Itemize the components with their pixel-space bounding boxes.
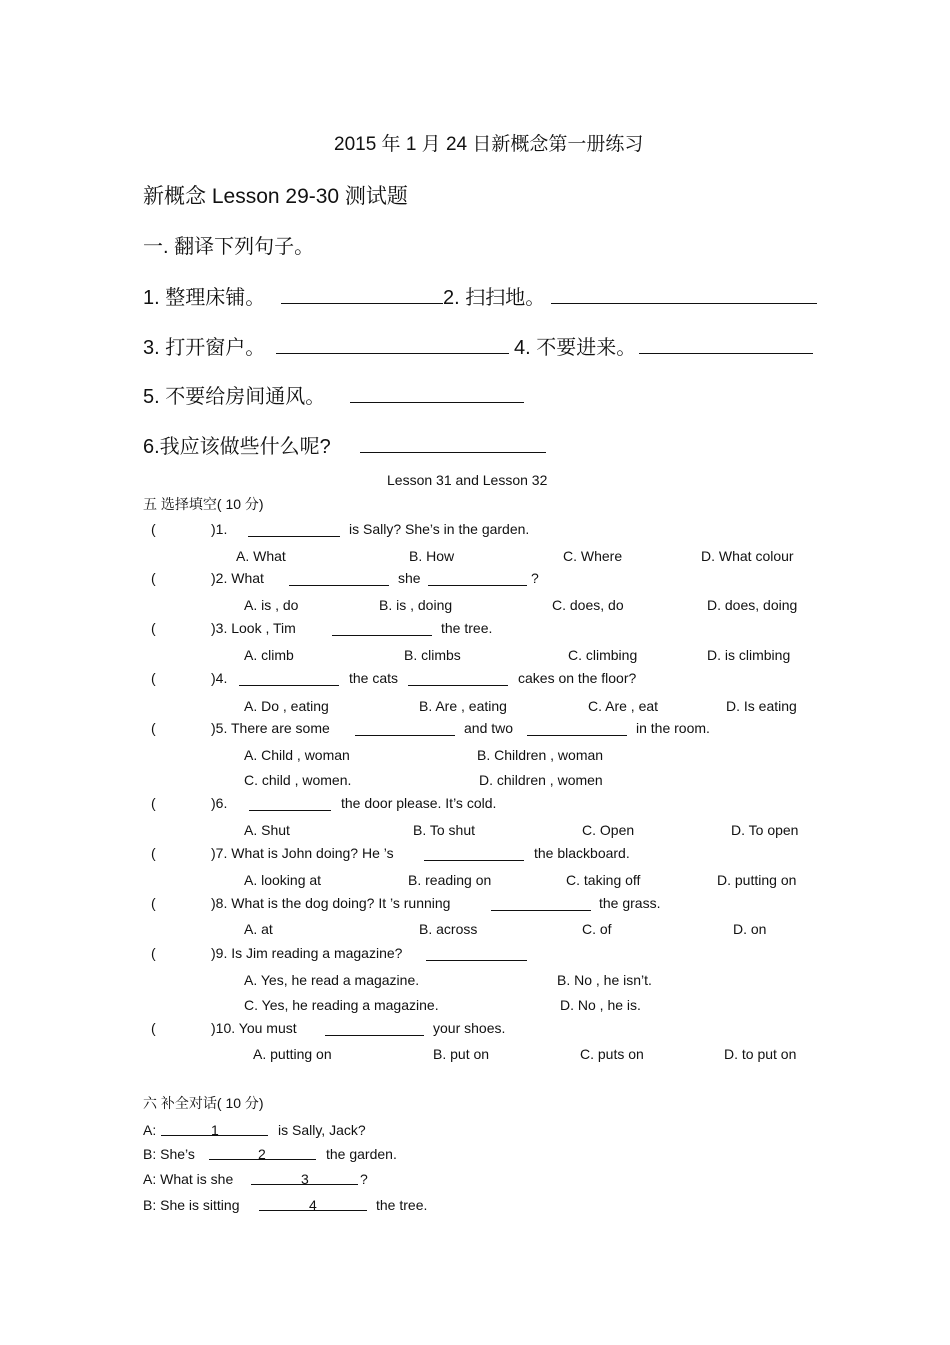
dialog-line-4-speaker: B: She is sitting — [143, 1197, 240, 1213]
mcq-6-answer-slot[interactable] — [186, 797, 210, 811]
mcq-2-answer-slot[interactable] — [186, 572, 210, 586]
mcq-1-stem: )1. — [211, 521, 228, 537]
mcq-8-option-b[interactable]: B. across — [419, 921, 478, 937]
mcq-4-blank-1[interactable] — [239, 685, 339, 686]
mcq-9-answer-slot[interactable] — [186, 947, 210, 961]
mcq-3-open-paren: ( — [151, 620, 156, 636]
mcq-1-blank-1[interactable] — [248, 536, 340, 537]
mcq-2-stem: )2. What — [211, 570, 264, 586]
mcq-8-open-paren: ( — [151, 895, 156, 911]
mcq-2-option-a[interactable]: A. is , do — [244, 597, 299, 613]
mcq-9-option-d[interactable]: D. No , he is. — [560, 997, 641, 1013]
s1-q2: 2. 扫扫地。 — [443, 287, 546, 309]
mcq-2-blank-2[interactable] — [428, 585, 527, 586]
mcq-8-stem: )8. What is the dog doing? It ’s running — [211, 895, 451, 911]
mcq-3-text: the tree. — [441, 620, 493, 636]
mcq-2-option-b[interactable]: B. is , doing — [379, 597, 453, 613]
mcq-6-option-c[interactable]: C. Open — [582, 822, 635, 838]
mcq-3-option-c[interactable]: C. climbing — [568, 647, 638, 663]
mcq-7-option-b[interactable]: B. reading on — [408, 872, 492, 888]
mcq-6-option-d[interactable]: D. To open — [731, 822, 799, 838]
s1-q6-blank[interactable] — [360, 452, 546, 453]
mcq-5-stem: )5. There are some — [211, 720, 330, 736]
mcq-7-open-paren: ( — [151, 845, 156, 861]
s1-q3-blank[interactable] — [276, 353, 509, 354]
section6-heading: 六 补全对话( 10 分) — [143, 1095, 264, 1111]
mcq-8-option-c[interactable]: C. of — [582, 921, 612, 937]
mcq-9-option-b[interactable]: B. No , he isn’t. — [557, 972, 652, 988]
mcq-9-stem: )9. Is Jim reading a magazine? — [211, 945, 403, 961]
mcq-4-text: the cats — [349, 670, 399, 686]
mcq-7-option-c[interactable]: C. taking off — [566, 872, 641, 888]
mcq-1-option-b[interactable]: B. How — [409, 548, 455, 564]
s1-q5: 5. 不要给房间通风。 — [143, 386, 326, 408]
mcq-4-option-a[interactable]: A. Do , eating — [244, 698, 329, 714]
mcq-7-option-a[interactable]: A. looking at — [244, 872, 322, 888]
mcq-5-text: and two — [464, 720, 514, 736]
dialog-line-1-num: 1 — [211, 1122, 219, 1138]
mcq-8-option-d[interactable]: D. on — [733, 921, 767, 937]
mcq-7-answer-slot[interactable] — [186, 847, 210, 861]
mcq-3-answer-slot[interactable] — [186, 622, 210, 636]
mcq-9-open-paren: ( — [151, 945, 156, 961]
s1-q1: 1. 整理床铺。 — [143, 287, 266, 309]
mcq-2-open-paren: ( — [151, 570, 156, 586]
mcq-6-option-b[interactable]: B. To shut — [413, 822, 476, 838]
mcq-3-blank-1[interactable] — [332, 635, 432, 636]
mcq-10-option-b[interactable]: B. put on — [433, 1046, 490, 1062]
mcq-5-option-b[interactable]: B. Children , woman — [477, 747, 604, 763]
mcq-10-option-d[interactable]: D. to put on — [724, 1046, 797, 1062]
mcq-5-blank-1[interactable] — [355, 735, 455, 736]
mcq-6-stem: )6. — [211, 795, 228, 811]
mcq-1-option-a[interactable]: A. What — [236, 548, 286, 564]
mcq-9-option-a[interactable]: A. Yes, he read a magazine. — [244, 972, 420, 988]
mcq-8-option-a[interactable]: A. at — [244, 921, 273, 937]
mcq-5-option-c[interactable]: C. child , women. — [244, 772, 352, 788]
mcq-4-answer-slot[interactable] — [186, 672, 210, 686]
dialog-line-3-text: ? — [360, 1171, 368, 1187]
mcq-10-text: your shoes. — [433, 1020, 506, 1036]
dialog-line-2-speaker: B: She’s — [143, 1146, 195, 1162]
dialog-line-2-text: the garden. — [326, 1146, 397, 1162]
mcq-5-blank-2[interactable] — [527, 735, 627, 736]
s1-q2-blank[interactable] — [551, 303, 817, 304]
s1-q5-blank[interactable] — [350, 402, 524, 403]
mcq-4-open-paren: ( — [151, 670, 156, 686]
dialog-line-1-text: is Sally, Jack? — [278, 1122, 366, 1138]
lesson-header: Lesson 31 and Lesson 32 — [387, 472, 548, 488]
mcq-4-option-c[interactable]: C. Are , eat — [588, 698, 659, 714]
mcq-6-option-a[interactable]: A. Shut — [244, 822, 290, 838]
mcq-10-option-a[interactable]: A. putting on — [253, 1046, 332, 1062]
mcq-3-option-b[interactable]: B. climbs — [404, 647, 461, 663]
mcq-10-blank-1[interactable] — [325, 1035, 424, 1036]
page-title: 2015 年 1 月 24 日新概念第一册练习 — [334, 134, 644, 155]
mcq-4-option-d[interactable]: D. Is eating — [726, 698, 797, 714]
mcq-2-text-after: ? — [531, 570, 539, 586]
mcq-1-answer-slot[interactable] — [186, 523, 210, 537]
mcq-4-option-b[interactable]: B. Are , eating — [419, 698, 507, 714]
mcq-10-stem: )10. You must — [211, 1020, 297, 1036]
mcq-2-blank-1[interactable] — [289, 585, 389, 586]
mcq-1-option-c[interactable]: C. Where — [563, 548, 623, 564]
s1-q1-blank[interactable] — [281, 303, 443, 304]
mcq-10-open-paren: ( — [151, 1020, 156, 1036]
mcq-4-blank-2[interactable] — [408, 685, 508, 686]
mcq-8-answer-slot[interactable] — [186, 897, 210, 911]
mcq-6-text: the door please. It’s cold. — [341, 795, 497, 811]
mcq-7-stem: )7. What is John doing? He ’s — [211, 845, 394, 861]
dialog-line-4-num: 4 — [309, 1197, 317, 1213]
mcq-2-option-c[interactable]: C. does, do — [552, 597, 624, 613]
mcq-10-option-c[interactable]: C. puts on — [580, 1046, 644, 1062]
dialog-line-1-speaker: A: — [143, 1122, 157, 1138]
mcq-4-stem: )4. — [211, 670, 228, 686]
mcq-10-answer-slot[interactable] — [186, 1022, 210, 1036]
mcq-1-open-paren: ( — [151, 521, 156, 537]
mcq-1-text: is Sally? She’s in the garden. — [349, 521, 530, 537]
mcq-5-answer-slot[interactable] — [186, 722, 210, 736]
mcq-6-open-paren: ( — [151, 795, 156, 811]
dialog-line-2-num: 2 — [258, 1146, 266, 1162]
section5-heading: 五 选择填空( 10 分) — [143, 496, 264, 512]
mcq-1-option-d[interactable]: D. What colour — [701, 548, 794, 564]
mcq-5-open-paren: ( — [151, 720, 156, 736]
s1-q6: 6.我应该做些什么呢? — [143, 436, 331, 458]
mcq-7-option-d[interactable]: D. putting on — [717, 872, 797, 888]
mcq-8-blank-1[interactable] — [491, 910, 591, 911]
mcq-9-option-c[interactable]: C. Yes, he reading a magazine. — [244, 997, 439, 1013]
mcq-7-blank-1[interactable] — [424, 860, 524, 861]
mcq-8-text: the grass. — [599, 895, 661, 911]
section1-heading: 一. 翻译下列句子。 — [143, 236, 315, 258]
mcq-2-text: she — [398, 570, 421, 586]
mcq-5-text-after: in the room. — [636, 720, 710, 736]
mcq-4-text-after: cakes on the floor? — [518, 670, 637, 686]
mcq-5-option-a[interactable]: A. Child , woman — [244, 747, 350, 763]
page-subtitle: 新概念 Lesson 29-30 测试题 — [143, 185, 408, 208]
dialog-line-4-text: the tree. — [376, 1197, 428, 1213]
mcq-3-option-a[interactable]: A. climb — [244, 647, 294, 663]
mcq-6-blank-1[interactable] — [249, 810, 331, 811]
dialog-line-3-speaker: A: What is she — [143, 1171, 234, 1187]
mcq-7-text: the blackboard. — [534, 845, 630, 861]
mcq-3-option-d[interactable]: D. is climbing — [707, 647, 791, 663]
mcq-3-stem: )3. Look , Tim — [211, 620, 296, 636]
mcq-5-option-d[interactable]: D. children , women — [479, 772, 603, 788]
s1-q4: 4. 不要进来。 — [514, 337, 637, 359]
s1-q3: 3. 打开窗户。 — [143, 337, 266, 359]
mcq-9-blank-1[interactable] — [426, 960, 527, 961]
s1-q4-blank[interactable] — [639, 353, 813, 354]
dialog-line-3-num: 3 — [301, 1171, 309, 1187]
mcq-2-option-d[interactable]: D. does, doing — [707, 597, 798, 613]
